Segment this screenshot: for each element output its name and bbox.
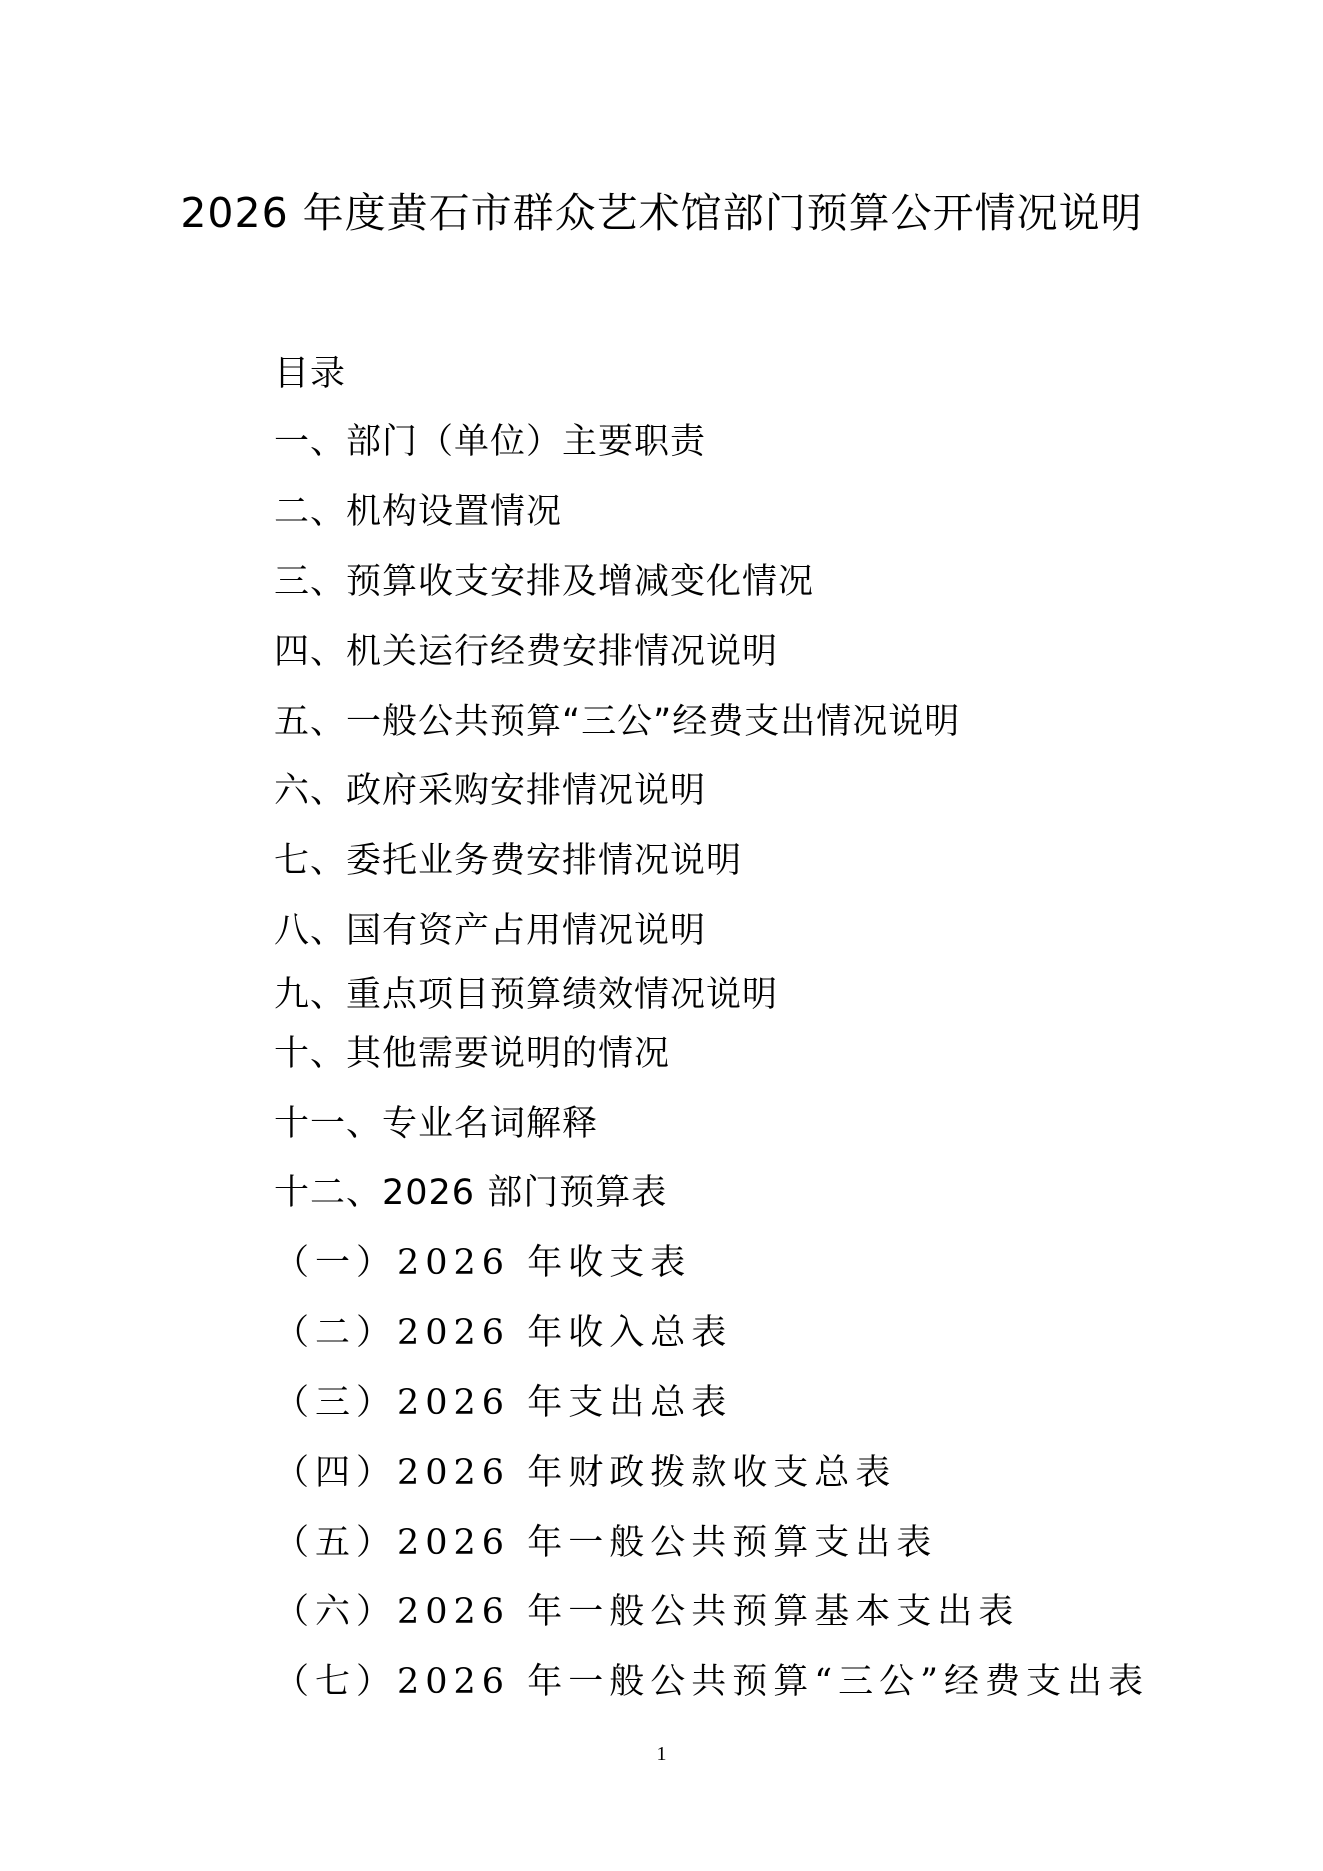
toc-item-5: 五、一般公共预算“三公”经费支出情况说明 [274, 702, 961, 742]
document-title: 2026 年度黄石市群众艺术馆部门预算公开情况说明 [180, 189, 1143, 237]
toc-item-9: 九、重点项目预算绩效情况说明 [274, 975, 779, 1015]
toc-subitem-4: （四）2026 年财政拨款收支总表 [274, 1453, 897, 1493]
toc-item-10: 十、其他需要说明的情况 [274, 1034, 671, 1074]
toc-item-12: 十二、2026 部门预算表 [274, 1173, 668, 1213]
toc-heading: 目录 [274, 354, 347, 394]
toc-subitem-5: （五）2026 年一般公共预算支出表 [274, 1523, 938, 1563]
toc-item-2: 二、机构设置情况 [274, 492, 563, 532]
toc-item-7: 七、委托业务费安排情况说明 [274, 841, 743, 881]
toc-item-8: 八、国有资产占用情况说明 [274, 911, 707, 951]
toc-item-1: 一、部门（单位）主要职责 [274, 422, 707, 462]
toc-subitem-2: （二）2026 年收入总表 [274, 1313, 733, 1353]
toc-subitem-1: （一）2026 年收支表 [274, 1243, 692, 1283]
toc-subitem-6: （六）2026 年一般公共预算基本支出表 [274, 1592, 1020, 1632]
toc-item-3: 三、预算收支安排及增减变化情况 [274, 562, 815, 602]
toc-subitem-7: （七）2026 年一般公共预算“三公”经费支出表 [274, 1662, 1149, 1702]
page-number: 1 [656, 1743, 667, 1765]
toc-item-6: 六、政府采购安排情况说明 [274, 771, 707, 811]
toc-item-4: 四、机关运行经费安排情况说明 [274, 632, 779, 672]
toc-subitem-3: （三）2026 年支出总表 [274, 1383, 733, 1423]
toc-item-11: 十一、专业名词解释 [274, 1104, 599, 1144]
